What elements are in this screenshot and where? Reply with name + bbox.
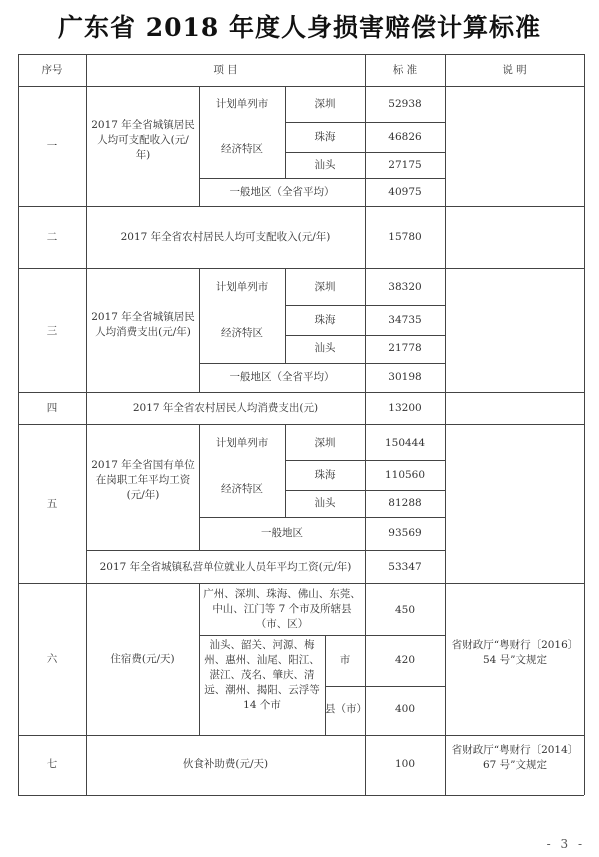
row5-item: 2017 年全省国有单位在岗职工年平均工资(元/年): [91, 459, 195, 501]
row5-zhuhai-label: 珠海: [314, 469, 336, 481]
row6-group1: 广州、深圳、珠海、佛山、东莞、中山、江门等 7 个市及所辖县（市、区）: [203, 588, 361, 630]
row5-shantou-label: 汕头: [314, 497, 336, 509]
row5-general-label: 一般地区: [261, 527, 303, 539]
row5-general-value: 93569: [388, 527, 422, 539]
row3-shantou-value: 21778: [388, 342, 422, 354]
header-standard: 标 准: [392, 64, 418, 76]
row3-general-label: 一般地区（全省平均）: [229, 371, 335, 383]
row3-shantou-label: 汕头: [314, 342, 336, 354]
row5-shenzhen-value: 150444: [384, 437, 426, 449]
row1-general-value: 40975: [388, 186, 422, 198]
row5-pilot-city: 计划单列市: [215, 437, 269, 449]
row6-seq: 六: [46, 653, 58, 665]
row6-city-label: 市: [339, 654, 351, 666]
row1-sez: 经济特区: [221, 143, 263, 155]
row5-sez: 经济特区: [221, 483, 263, 495]
row1-shenzhen-value: 52938: [388, 98, 422, 110]
page-title: 广东省 2018 年度人身损害赔偿计算标准: [58, 13, 541, 42]
row5-zhuhai-value: 110560: [384, 469, 426, 481]
row5-shantou-value: 81288: [388, 497, 422, 509]
row1-zhuhai-label: 珠海: [314, 131, 336, 143]
row6-group2: 汕头、韶关、河源、梅州、惠州、汕尾、阳江、湛江、茂名、肇庆、清远、潮州、揭阳、云浮等 14 个市: [204, 639, 320, 711]
row3-zhuhai-value: 34735: [388, 314, 422, 326]
row3-general-value: 30198: [388, 371, 422, 383]
row1-seq: 一: [46, 140, 58, 152]
row6-county-label: 县（市）: [325, 703, 367, 715]
page-number: - 3 -: [546, 837, 585, 851]
row5-sub-value: 53347: [388, 561, 422, 573]
row4-seq: 四: [46, 402, 58, 414]
row3-seq: 三: [46, 325, 58, 337]
row6-item: 住宿费(元/天): [110, 653, 175, 665]
row5-shenzhen-label: 深圳: [314, 437, 336, 449]
row7-value: 100: [394, 758, 416, 770]
row1-zhuhai-value: 46826: [388, 131, 422, 143]
header-seq: 序号: [41, 64, 63, 76]
row3-shenzhen-label: 深圳: [314, 281, 336, 293]
row6-city-value: 420: [394, 654, 416, 666]
row6-note: 省财政厅“粤财行〔2016〕54 号”文规定: [451, 639, 579, 666]
row2-seq: 二: [46, 231, 58, 243]
row1-item: 2017 年全省城镇居民人均可支配收入(元/年): [91, 119, 195, 161]
row7-seq: 七: [46, 758, 58, 770]
row1-general-label: 一般地区（全省平均）: [229, 186, 335, 198]
row3-item: 2017 年全省城镇居民人均消费支出(元/年): [91, 311, 195, 338]
row6-group1-value: 450: [394, 604, 416, 616]
row2-value: 15780: [388, 231, 422, 243]
row5-sub-item: 2017 年全省城镇私营单位就业人员年平均工资(元/年): [99, 561, 352, 573]
row7-note: 省财政厅“粤财行〔2014〕67 号”文规定: [451, 744, 579, 771]
header-note: 说 明: [502, 64, 527, 76]
row7-item: 伙食补助费(元/天): [182, 758, 269, 770]
row1-shenzhen-label: 深圳: [314, 98, 336, 110]
row3-pilot-city: 计划单列市: [215, 281, 269, 293]
row1-shantou-value: 27175: [388, 159, 422, 171]
row3-shenzhen-value: 38320: [388, 281, 422, 293]
row1-pilot-city: 计划单列市: [215, 98, 269, 110]
row2-item: 2017 年全省农村居民人均可支配收入(元/年): [120, 231, 331, 243]
row3-sez: 经济特区: [221, 327, 263, 339]
row3-zhuhai-label: 珠海: [314, 314, 336, 326]
header-item: 项 目: [213, 64, 238, 76]
row1-shantou-label: 汕头: [314, 159, 336, 171]
row4-value: 13200: [388, 402, 422, 414]
row5-seq: 五: [46, 498, 58, 510]
row6-county-value: 400: [394, 703, 416, 715]
row4-item: 2017 年全省农村居民人均消费支出(元): [132, 402, 319, 414]
